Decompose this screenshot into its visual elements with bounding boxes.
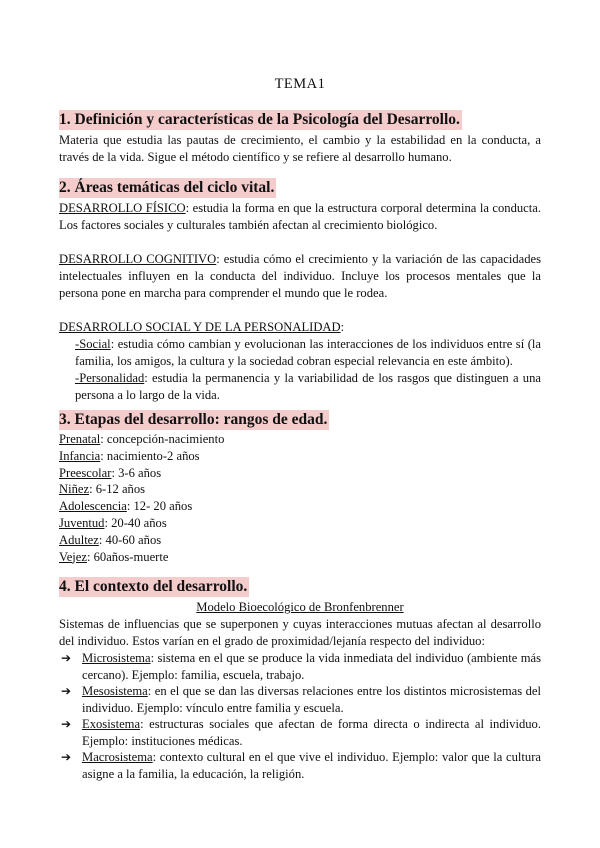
arrow-right-icon: ➔ xyxy=(61,651,72,665)
paragraph-fisico xyxy=(59,200,541,234)
section-heading: 1. Definición y características de la Psicología del Desarrollo. xyxy=(59,111,460,128)
paragraph-social xyxy=(59,336,541,370)
paragraph-cognitivo xyxy=(59,251,541,302)
stage-value: : 3-6 años xyxy=(111,465,162,480)
section-paragraph: Sistemas de influencias que se superponen y cuyas interacciones mutuas afectan al desarrollo del individuo. Estos varían en el grado de proximidad/lejanía respecto del individuo: xyxy=(59,617,541,648)
model-title xyxy=(59,599,541,616)
section-contexto xyxy=(59,577,541,782)
term-label: DESARROLLO FÍSICO xyxy=(59,201,186,215)
stage-label: Prenatal xyxy=(59,432,101,446)
item-text: : contexto cultural en el que vive el individuo. Ejemplo: valor que la cultura asigne a la familia, la educación, la religión. xyxy=(82,750,541,781)
section-definicion xyxy=(59,110,541,166)
section-etapas xyxy=(59,410,541,565)
stage-value: : 20-40 años xyxy=(104,515,167,530)
stage-value: : nacimiento-2 años xyxy=(100,448,200,463)
model-title-text: Modelo Bioecológico de Bronfenbrenner xyxy=(196,600,404,614)
arrow-right-icon: ➔ xyxy=(61,717,72,731)
section-heading: 2. Áreas temáticas del ciclo vital. xyxy=(59,179,275,196)
stage-item xyxy=(59,532,541,549)
stage-item xyxy=(59,431,541,448)
stage-item xyxy=(59,465,541,482)
system-list xyxy=(59,650,541,782)
arrow-right-icon: ➔ xyxy=(61,684,72,698)
item-label: Exosistema xyxy=(82,717,141,731)
document-title: TEMA1 xyxy=(274,76,326,92)
item-label: Macrosistema xyxy=(82,750,153,764)
term-label: DESARROLLO COGNITIVO xyxy=(59,252,217,266)
term-text: : estudia cómo el crecimiento y la variación de las capacidades intelectuales influyen en la conducta del individuo. Incluye los procesos mentales que la persona pone en marcha para comprender el mundo que le rodea. xyxy=(59,252,541,300)
term-text: : estudia la forma en que la estructura corporal determina la conducta. Los factores sociales y culturales también afectan al crecimiento biológico. xyxy=(59,201,541,232)
stage-value: : 60años-muerte xyxy=(86,549,169,564)
stage-value: : 12- 20 años xyxy=(126,499,193,514)
item-label: Microsistema xyxy=(82,651,151,665)
item-text: : estructuras sociales que afectan de forma directa o indirecta al individuo. Ejemplo: instituciones médicas. xyxy=(82,717,541,748)
list-item xyxy=(59,650,541,683)
term-label: -Personalidad xyxy=(75,371,145,385)
stage-item xyxy=(59,448,541,465)
list-item xyxy=(59,716,541,749)
item-text: : sistema en el que se produce la vida inmediata del individuo (ambiente más cercano). Ejemplo: familia, escuela, trabajo. xyxy=(82,651,541,682)
stage-value: : 6-12 años xyxy=(89,482,146,497)
term-label: -Social xyxy=(75,337,111,351)
item-label: Mesosistema xyxy=(82,684,148,698)
stage-value: : 40-60 años xyxy=(98,532,162,547)
stage-value: : concepción-nacimiento xyxy=(100,432,225,446)
stage-label: Adultez xyxy=(59,532,99,547)
list-item xyxy=(59,749,541,782)
term-label: DESARROLLO SOCIAL Y DE LA PERSONALIDAD xyxy=(59,320,341,334)
list-item xyxy=(59,683,541,716)
arrow-right-icon: ➔ xyxy=(61,750,72,764)
term-text: : estudia cómo cambian y evolucionan las interacciones de los individuos entre sí (la familia, los amigos, la cultura y la sociedad cobran especial relevancia en este ámbito). xyxy=(75,337,541,368)
item-text: : en el que se dan las diversas relaciones entre los distintos microsistemas del individuo. Ejemplo: vínculo entre familia y escuela. xyxy=(82,684,541,715)
stage-label: Juventud xyxy=(59,515,105,530)
stage-label: Infancia xyxy=(59,448,101,463)
stage-item xyxy=(59,549,541,566)
section-heading: 3. Etapas del desarrollo: rangos de edad. xyxy=(59,411,328,428)
section-areas xyxy=(59,178,541,404)
section-heading: 4. El contexto del desarrollo. xyxy=(59,578,248,595)
stage-item xyxy=(59,498,541,515)
stage-list xyxy=(59,431,541,565)
stage-label: Adolescencia xyxy=(59,499,127,514)
stage-item xyxy=(59,515,541,532)
paragraph-personalidad xyxy=(59,370,541,404)
stage-label: Preescolar xyxy=(59,465,112,480)
section-paragraph: Materia que estudia las pautas de crecimiento, el cambio y la estabilidad en la conducta, a través de la vida. Sigue el método científico y se refiere al desarrollo humano. xyxy=(59,133,541,164)
paragraph-social-heading xyxy=(59,319,541,336)
stage-label: Niñez xyxy=(59,482,90,497)
stage-label: Vejez xyxy=(59,549,87,564)
stage-item xyxy=(59,481,541,498)
term-text: : estudia la permanencia y la variabilidad de los rasgos que distinguen a una persona a lo largo de la vida. xyxy=(75,371,541,402)
term-text: : xyxy=(340,320,345,334)
